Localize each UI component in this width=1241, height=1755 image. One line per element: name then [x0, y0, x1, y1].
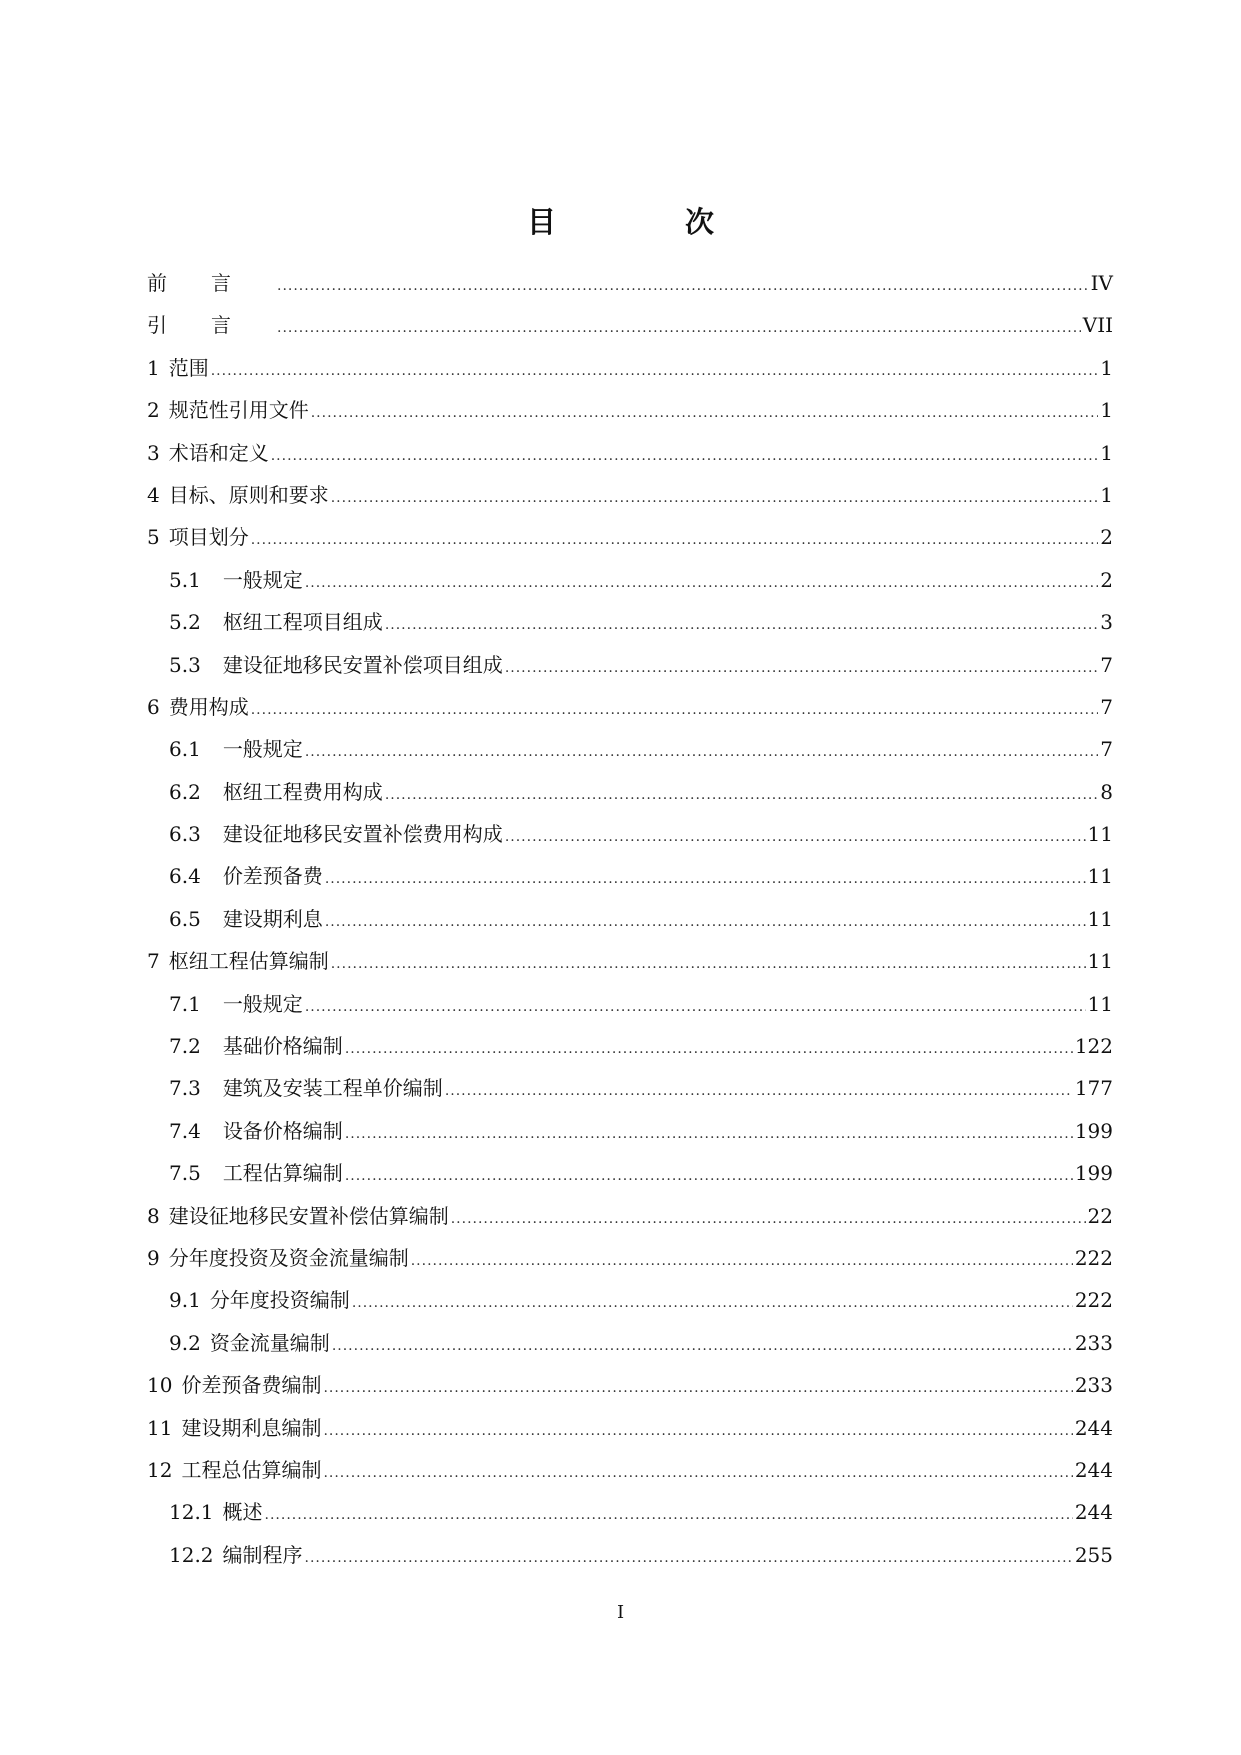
toc-leader-dots — [331, 477, 1099, 519]
toc-entry-number: 5.2 — [169, 610, 201, 635]
toc-entry-number: 10 — [147, 1373, 173, 1398]
toc-entry[interactable] — [147, 940, 1113, 982]
toc-entry-title: 前言 — [147, 271, 275, 295]
toc-entry-number: 7.5 — [169, 1161, 201, 1186]
toc-leader-dots — [385, 774, 1098, 816]
toc-entry-page: 11 — [1087, 864, 1113, 889]
toc-entry-page: 22 — [1087, 1203, 1113, 1228]
toc-entry[interactable] — [147, 855, 1113, 897]
toc-entry[interactable] — [147, 1152, 1113, 1194]
toc-entry[interactable] — [147, 474, 1113, 516]
toc-entry[interactable] — [147, 1534, 1113, 1576]
toc-entry-number: 2 — [147, 398, 160, 423]
toc-entry[interactable] — [147, 1110, 1113, 1152]
toc-entry[interactable] — [147, 559, 1113, 601]
toc-entry-number: 6.3 — [169, 822, 201, 847]
toc-entry-page: 7 — [1100, 694, 1113, 719]
toc-entry[interactable] — [147, 1322, 1113, 1364]
page-title: 目 次 — [526, 205, 764, 239]
toc-entry-title: 资金流量编制 — [209, 1330, 330, 1355]
toc-entry-page: 7 — [1100, 652, 1113, 677]
toc-entry-page: VII — [1082, 313, 1113, 338]
toc-entry-number: 6.1 — [169, 737, 201, 762]
toc-leader-dots — [305, 731, 1098, 773]
toc-entry-number: 5 — [147, 525, 160, 550]
toc-entry-number: 8 — [147, 1203, 160, 1228]
toc-leader-dots — [277, 265, 1089, 307]
toc-leader-dots — [323, 1367, 1072, 1409]
toc-entry-page: 233 — [1074, 1330, 1113, 1355]
toc-entry-page: 1 — [1100, 398, 1113, 423]
toc-entry-page: 255 — [1074, 1542, 1113, 1567]
toc-leader-dots — [451, 1198, 1086, 1240]
toc-entry-title: 枢纽工程费用构成 — [222, 779, 383, 804]
toc-entry[interactable] — [147, 771, 1113, 813]
toc-entry[interactable] — [147, 813, 1113, 855]
toc-entry-title: 编制程序 — [222, 1542, 303, 1567]
toc-entry-page: 244 — [1074, 1415, 1113, 1440]
toc-entry-title: 一般规定 — [222, 991, 303, 1016]
toc-entry-number: 7 — [147, 949, 160, 974]
toc-entry-title: 建设征地移民安置补偿费用构成 — [222, 822, 503, 847]
toc-entry-number: 12.2 — [169, 1542, 214, 1567]
toc-leader-dots — [385, 604, 1098, 646]
toc-entry-page: 8 — [1100, 779, 1113, 804]
table-of-contents — [147, 262, 1113, 1576]
toc-entry-page: 3 — [1100, 610, 1113, 635]
toc-entry[interactable] — [147, 389, 1113, 431]
toc-leader-dots — [277, 307, 1081, 349]
toc-entry-title: 分年度投资编制 — [209, 1288, 350, 1313]
toc-entry-title: 工程总估算编制 — [181, 1457, 322, 1482]
toc-leader-dots — [211, 350, 1099, 392]
toc-leader-dots — [323, 1410, 1072, 1452]
toc-entry[interactable] — [147, 347, 1113, 389]
toc-leader-dots — [411, 1240, 1073, 1282]
toc-entry[interactable] — [147, 1195, 1113, 1237]
toc-entry-title: 建设期利息 — [222, 906, 323, 931]
toc-entry-title: 费用构成 — [168, 694, 249, 719]
toc-entry[interactable] — [147, 432, 1113, 474]
toc-leader-dots — [325, 901, 1086, 943]
toc-entry-page: 244 — [1074, 1457, 1113, 1482]
toc-entry-title: 建设征地移民安置补偿估算编制 — [168, 1203, 449, 1228]
toc-entry-title: 工程估算编制 — [222, 1161, 343, 1186]
toc-entry[interactable] — [147, 1067, 1113, 1109]
toc-entry[interactable] — [147, 644, 1113, 686]
toc-entry-title: 建设期利息编制 — [181, 1415, 322, 1440]
toc-entry-page: 222 — [1074, 1245, 1113, 1270]
toc-entry-page: 11 — [1087, 822, 1113, 847]
toc-entry-number: 5.1 — [169, 567, 201, 592]
toc-leader-dots — [271, 435, 1099, 477]
toc-entry-title: 价差预备费编制 — [181, 1373, 322, 1398]
toc-entry-number: 7.3 — [169, 1076, 201, 1101]
toc-entry-page: 11 — [1087, 906, 1113, 931]
toc-entry-title: 一般规定 — [222, 567, 303, 592]
toc-entry[interactable] — [147, 262, 1113, 304]
toc-leader-dots — [352, 1282, 1073, 1324]
toc-entry-title: 枢纽工程估算编制 — [168, 949, 329, 974]
toc-entry[interactable] — [147, 1491, 1113, 1533]
toc-entry-title: 建筑及安装工程单价编制 — [222, 1076, 443, 1101]
toc-leader-dots — [305, 986, 1086, 1028]
toc-entry-number: 1 — [147, 355, 160, 380]
toc-leader-dots — [331, 943, 1086, 985]
toc-leader-dots — [265, 1494, 1073, 1536]
toc-entry-title: 目标、原则和要求 — [168, 482, 329, 507]
toc-entry-title: 价差预备费 — [222, 864, 323, 889]
toc-entry-page: 2 — [1100, 525, 1113, 550]
toc-entry-page: 1 — [1100, 482, 1113, 507]
toc-entry-page: 7 — [1100, 737, 1113, 762]
toc-entry-page: 199 — [1074, 1118, 1113, 1143]
toc-leader-dots — [305, 1537, 1073, 1579]
toc-entry[interactable] — [147, 983, 1113, 1025]
toc-entry[interactable] — [147, 686, 1113, 728]
toc-entry[interactable] — [147, 1364, 1113, 1406]
toc-entry-title: 枢纽工程项目组成 — [222, 610, 383, 635]
page-number: I — [616, 1602, 625, 1623]
toc-entry-number: 7.2 — [169, 1034, 201, 1059]
toc-leader-dots — [325, 858, 1086, 900]
toc-entry-page: 11 — [1087, 949, 1113, 974]
toc-leader-dots — [505, 816, 1086, 858]
toc-entry[interactable] — [147, 1407, 1113, 1449]
toc-entry-number: 4 — [147, 482, 160, 507]
toc-leader-dots — [251, 519, 1099, 561]
toc-entry-number: 7.4 — [169, 1118, 201, 1143]
toc-entry-page: 233 — [1074, 1373, 1113, 1398]
toc-entry-page: 177 — [1074, 1076, 1113, 1101]
toc-entry-title: 引言 — [147, 313, 275, 338]
toc-leader-dots — [251, 689, 1099, 731]
toc-leader-dots — [345, 1028, 1073, 1070]
toc-entry-title: 一般规定 — [222, 737, 303, 762]
toc-entry-number: 9.2 — [169, 1330, 201, 1355]
toc-entry-number: 11 — [147, 1415, 173, 1440]
toc-entry-number: 6.4 — [169, 864, 201, 889]
toc-entry-page: 2 — [1100, 567, 1113, 592]
toc-entry[interactable] — [147, 304, 1113, 346]
toc-entry[interactable] — [147, 728, 1113, 770]
toc-entry-title: 概述 — [222, 1500, 263, 1525]
toc-entry-page: 1 — [1100, 355, 1113, 380]
toc-entry-number: 3 — [147, 440, 160, 465]
toc-entry[interactable] — [147, 1449, 1113, 1491]
toc-entry[interactable] — [147, 1025, 1113, 1067]
toc-entry-number: 6.2 — [169, 779, 201, 804]
toc-entry[interactable] — [147, 898, 1113, 940]
toc-leader-dots — [332, 1325, 1073, 1367]
toc-leader-dots — [305, 562, 1098, 604]
toc-entry-title: 项目划分 — [168, 525, 249, 550]
toc-entry-number: 7.1 — [169, 991, 201, 1016]
toc-leader-dots — [323, 1452, 1072, 1494]
toc-entry[interactable] — [147, 1237, 1113, 1279]
toc-entry[interactable] — [147, 601, 1113, 643]
toc-entry-page: 122 — [1074, 1034, 1113, 1059]
toc-entry-number: 9 — [147, 1245, 160, 1270]
toc-entry-title: 规范性引用文件 — [168, 398, 309, 423]
toc-entry-number: 12.1 — [169, 1500, 214, 1525]
toc-entry[interactable] — [147, 516, 1113, 558]
toc-entry-title: 范围 — [168, 355, 209, 380]
toc-leader-dots — [311, 392, 1099, 434]
toc-entry-title: 基础价格编制 — [222, 1034, 343, 1059]
toc-entry-number: 12 — [147, 1457, 173, 1482]
toc-entry-title: 设备价格编制 — [222, 1118, 343, 1143]
toc-entry-number: 9.1 — [169, 1288, 201, 1313]
toc-entry-page: 244 — [1074, 1500, 1113, 1525]
toc-leader-dots — [345, 1113, 1073, 1155]
toc-leader-dots — [345, 1155, 1073, 1197]
toc-entry-page: 1 — [1100, 440, 1113, 465]
toc-entry-title: 建设征地移民安置补偿项目组成 — [222, 652, 503, 677]
toc-entry-title: 术语和定义 — [168, 440, 269, 465]
toc-entry[interactable] — [147, 1279, 1113, 1321]
toc-entry-page: 222 — [1074, 1288, 1113, 1313]
toc-entry-number: 6 — [147, 694, 160, 719]
toc-entry-page: 199 — [1074, 1161, 1113, 1186]
toc-entry-page: 11 — [1087, 991, 1113, 1016]
toc-entry-number: 5.3 — [169, 652, 201, 677]
toc-entry-number: 6.5 — [169, 906, 201, 931]
toc-leader-dots — [445, 1070, 1073, 1112]
toc-entry-page: IV — [1090, 271, 1113, 295]
toc-entry-title: 分年度投资及资金流量编制 — [168, 1245, 409, 1270]
toc-leader-dots — [505, 647, 1098, 689]
